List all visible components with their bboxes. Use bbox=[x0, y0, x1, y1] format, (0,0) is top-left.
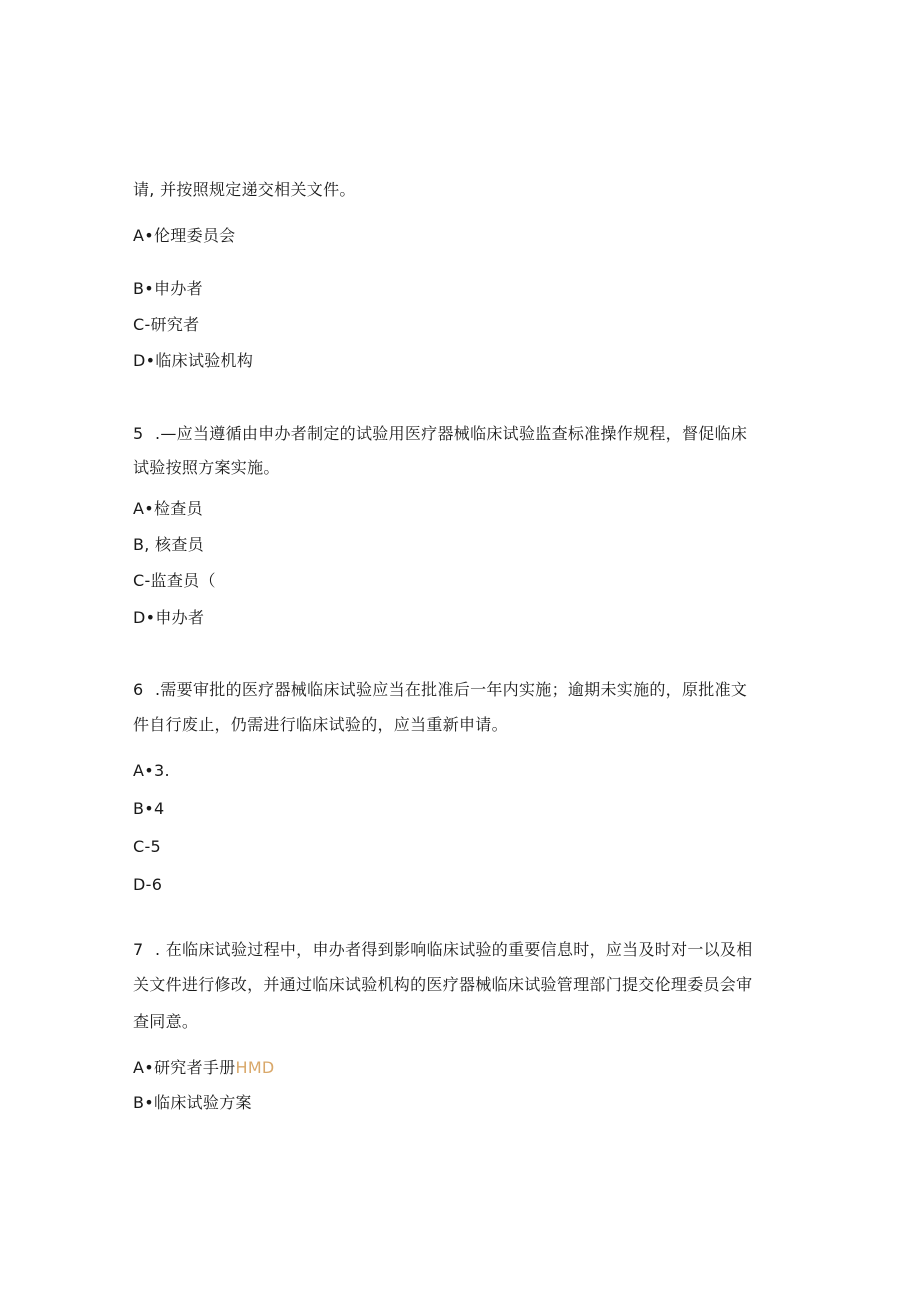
option-b: B•申办者 bbox=[133, 279, 203, 298]
question-7-text-1: . 在临床试验过程中，申办者得到影响临床试验的重要信息时，应当及时对一以及相 bbox=[155, 940, 753, 959]
question-5-text-1: .—应当遵循由申办者制定的试验用医疗器械临床试验监查标准操作规程，督促临床 bbox=[155, 424, 748, 443]
question-5-line-2: 试验按照方案实施。 bbox=[133, 458, 280, 477]
question-7-option-a-text: A•研究者手册 bbox=[133, 1058, 236, 1077]
question-5-option-b: B, 核查员 bbox=[133, 535, 204, 554]
question-6-option-b: B•4 bbox=[133, 799, 165, 818]
question-6-option-c: C-5 bbox=[133, 837, 162, 856]
question-7-line-3: 查同意。 bbox=[133, 1012, 199, 1031]
option-d: D•临床试验机构 bbox=[133, 351, 254, 370]
question-5-option-c: C-监查员（ bbox=[133, 571, 216, 590]
annotation-mark: HMD bbox=[235, 1058, 275, 1077]
question-7-line-1 bbox=[133, 940, 753, 960]
question-7-line-2: 关文件进行修改，并通过临床试验机构的医疗器械临床试验管理部门提交伦理委员会审 bbox=[133, 975, 753, 994]
question-7-number: 7 bbox=[133, 940, 144, 959]
question-5-number: 5 bbox=[133, 424, 144, 443]
question-6-number: 6 bbox=[133, 680, 144, 699]
option-c: C-研究者 bbox=[133, 315, 200, 334]
question-5-option-d: D•申办者 bbox=[133, 608, 205, 627]
question-6-text-1: .需要审批的医疗器械临床试验应当在批准后一年内实施；逾期未实施的，原批准文 bbox=[155, 680, 748, 699]
question-7-option-b: B•临床试验方案 bbox=[133, 1093, 252, 1112]
question-5-line-1 bbox=[133, 424, 747, 444]
question-5-option-a: A•检查员 bbox=[133, 499, 203, 518]
prev-question-continuation: 请, 并按照规定递交相关文件。 bbox=[133, 180, 356, 199]
question-6-option-d: D-6 bbox=[133, 875, 163, 894]
question-7-option-a bbox=[133, 1058, 275, 1078]
question-6-option-a: A•3. bbox=[133, 761, 170, 780]
question-6-line-2: 件自行废止，仍需进行临床试验的，应当重新申请。 bbox=[133, 715, 508, 734]
option-a: A•伦理委员会 bbox=[133, 226, 236, 245]
question-6-line-1 bbox=[133, 680, 747, 700]
